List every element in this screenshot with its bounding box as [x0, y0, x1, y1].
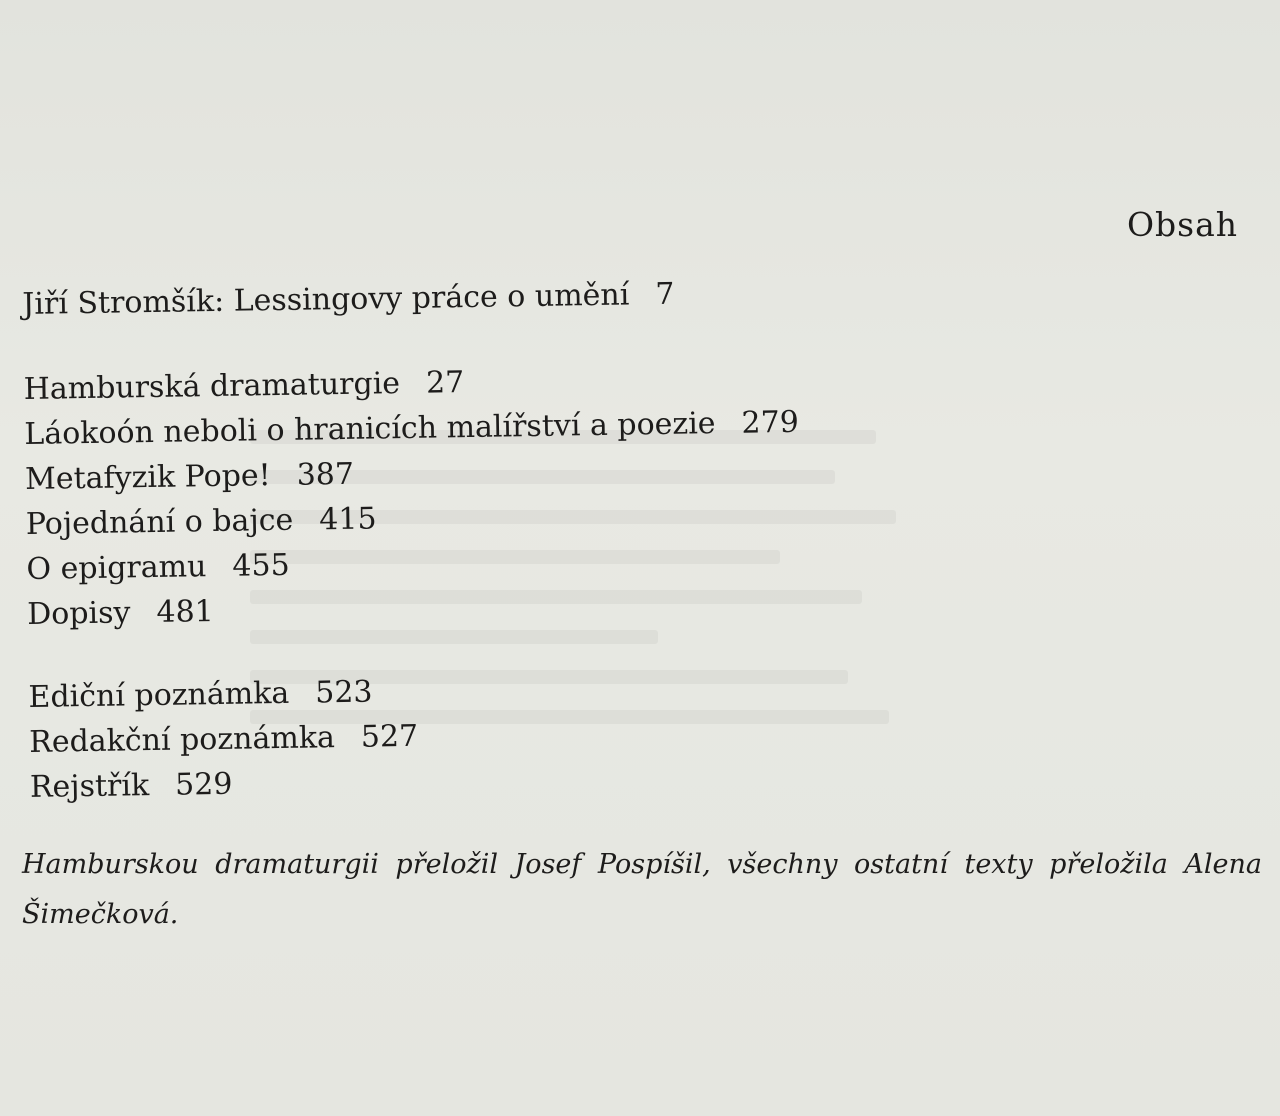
toc-entry-page: 415 — [318, 501, 377, 538]
table-of-contents — [22, 266, 1050, 810]
note-word: Alena — [1184, 849, 1262, 880]
note-word: Josef — [514, 849, 582, 880]
toc-entry-title: Láokoón neboli o hranicích malířství a poezie — [24, 406, 716, 452]
contents-heading: Obsah — [1126, 205, 1238, 244]
note-word: dramaturgii — [215, 849, 379, 880]
note-word: ostatní — [854, 849, 948, 880]
toc-entry-title: Hamburská dramaturgie — [23, 366, 401, 407]
toc-entry-page: 523 — [314, 674, 373, 711]
translator-note-line: Šimečková. — [22, 899, 179, 930]
toc-entry-page: 527 — [360, 718, 419, 755]
toc-entry-page: 27 — [425, 365, 465, 401]
toc-entry-title: Rejstřík — [29, 768, 150, 805]
toc-entry-page: 455 — [232, 547, 290, 584]
toc-entry-title: Pojednání o bajce — [25, 502, 294, 542]
note-word: všechny — [727, 849, 838, 880]
toc-entry-title: O epigramu — [26, 549, 207, 587]
toc-entry-page: 7 — [655, 276, 675, 313]
translator-note — [22, 840, 1262, 940]
toc-entry-title: Dopisy — [26, 595, 131, 632]
note-word: texty — [964, 849, 1033, 880]
toc-entry-page: 529 — [174, 766, 233, 803]
note-word: Pospíšil, — [597, 849, 711, 880]
note-word: Hamburskou — [22, 849, 199, 880]
toc-entry-page: 387 — [296, 456, 355, 493]
toc-entry-page: 279 — [741, 404, 800, 441]
note-word: přeložila — [1049, 849, 1168, 880]
toc-entry-page: 481 — [156, 594, 215, 630]
translator-note-line — [22, 840, 1262, 890]
note-word: přeložil — [395, 849, 498, 880]
toc-entry-title: Redakční poznámka — [28, 720, 336, 760]
toc-entry-title: Metafyzik Pope! — [24, 458, 271, 497]
toc-entry-title: Ediční poznámka — [28, 675, 290, 715]
toc-entry-title: Jiří Stromšík: Lessingovy práce o umění — [22, 277, 630, 322]
